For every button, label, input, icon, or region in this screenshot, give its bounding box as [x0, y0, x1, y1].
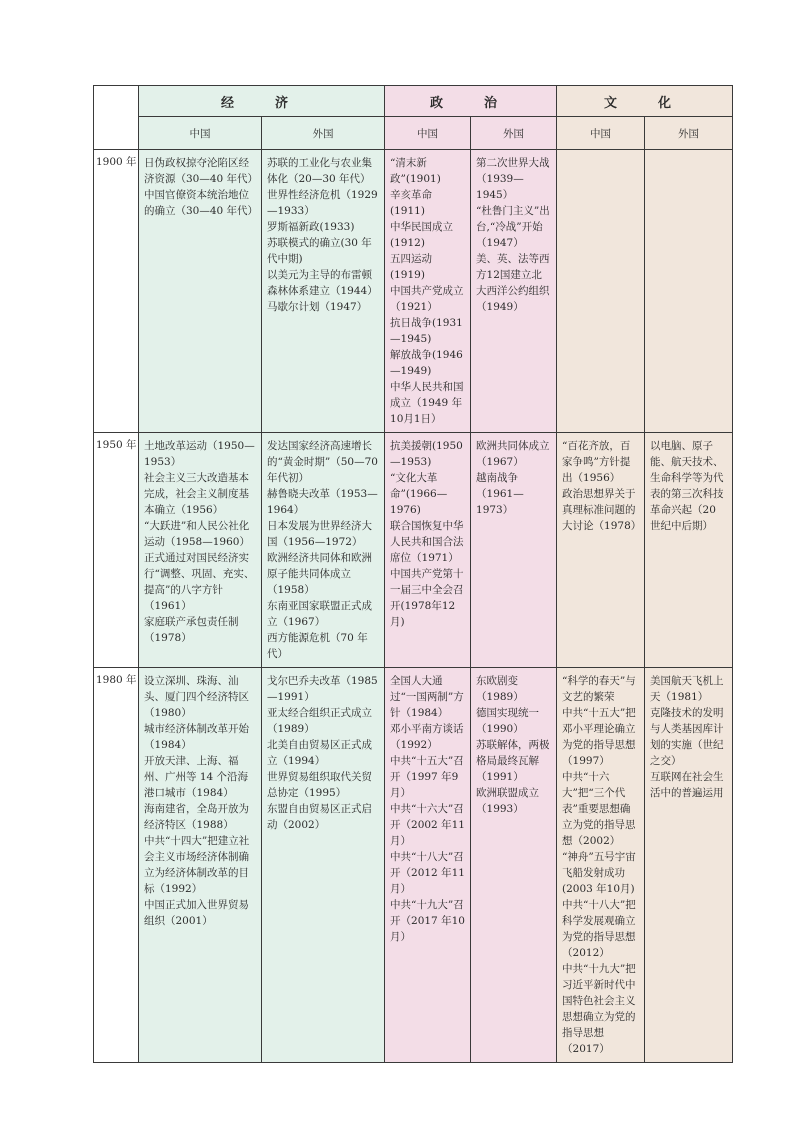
- event-entry: 德国实现统一（1990）: [476, 707, 540, 735]
- event-entry: 东南亚国家联盟正式成立（1967）: [267, 600, 372, 628]
- event-entry: 中共“十四大”把建立社会主义市场经济体制确立为经济体制改革的目标（1992）: [144, 835, 250, 895]
- event-entry: 中共“十九大”召开（2017 年10月）: [390, 899, 465, 943]
- event-entry: 正式通过对国民经济实行“调整、巩固、充实、提高”的八字方针（1961）: [144, 552, 255, 612]
- cell-pol-china: [385, 150, 471, 433]
- event-entry: 欧洲联盟成立（1993）: [476, 787, 540, 815]
- corner-cell: [94, 86, 139, 150]
- event-entry: “科学的春天”与文艺的繁荣: [562, 675, 636, 703]
- table-row: [94, 668, 733, 1063]
- event-entry: 以美元为主导的布雷顿森林体系建立（1944）: [267, 269, 378, 297]
- event-entry: 东盟自由贸易区正式启动（2002）: [267, 803, 372, 831]
- event-entry: 家庭联产承包责任制（1978）: [144, 616, 239, 644]
- event-entry: 欧洲经济共同体和欧洲原子能共同体成立（1958）: [267, 552, 372, 596]
- cell-econ-china: [139, 150, 262, 433]
- event-entry: “神舟”五号宇宙飞船发射成功(2003 年10月): [562, 851, 636, 895]
- event-entry: 苏联的工业化与农业集体化（20—30 年代）: [267, 157, 372, 185]
- cell-cul-foreign: [645, 150, 733, 433]
- cell-cul-foreign: [645, 668, 733, 1063]
- event-entry: 中国官僚资本统治地位的确立（30—40 年代）: [144, 189, 259, 217]
- cell-cul-china: [557, 668, 645, 1063]
- year-label: 1950 年: [94, 433, 139, 668]
- event-entry: 赫鲁晓夫改革（1953—1964）: [267, 488, 378, 516]
- event-entry: 解放战争(1946—1949): [390, 349, 463, 377]
- event-entry: 中国共产党第十一届三中全会召开(1978年12月): [390, 568, 464, 628]
- event-entry: 中共“十六大”召开（2002 年11月）: [390, 803, 465, 847]
- event-entry: 邓小平南方谈话（1992）: [390, 723, 464, 751]
- event-entry: 中华人民共和国成立（1949 年10月1日）: [390, 381, 464, 425]
- event-entry: “清末新政”(1901): [390, 157, 441, 185]
- event-entry: 中国正式加入世界贸易组织（2001）: [144, 899, 249, 927]
- event-entry: 社会主义三大改造基本完成，社会主义制度基本确立（1956）: [144, 472, 249, 516]
- cell-econ-foreign: [262, 150, 385, 433]
- cell-pol-foreign: [471, 433, 557, 668]
- header-pol-china: 中国: [385, 117, 471, 150]
- event-entry: “百花齐放，百家争鸣”方针提出（1956）: [562, 440, 631, 484]
- header-cul-china: 中国: [557, 117, 645, 150]
- event-entry: 抗日战争(1931—1945): [390, 317, 463, 345]
- cell-cul-foreign: [645, 433, 733, 668]
- event-entry: 土地改革运动（1950—1953）: [144, 440, 255, 468]
- header-econ-foreign: 外国: [262, 117, 385, 150]
- header-economy: 经 济: [139, 86, 385, 117]
- header-cul-foreign: 外国: [645, 117, 733, 150]
- event-entry: 互联网在社会生活中的普遍运用: [650, 771, 724, 799]
- chronology-table: [93, 85, 733, 1063]
- event-entry: 世界性经济危机（1929—1933）: [267, 189, 378, 217]
- event-entry: 发达国家经济高速增长的“黄金时期”（50—70 年代初）: [267, 440, 378, 484]
- event-entry: 美国航天飞机上天（1981）: [650, 675, 724, 703]
- event-entry: 戈尔巴乔夫改革（1985—1991）: [267, 675, 378, 703]
- event-entry: 西方能源危机（70 年代）: [267, 632, 368, 660]
- event-entry: 中华民国成立(1912): [390, 221, 454, 249]
- event-entry: “大跃进”和人民公社化运动（1958—1960）: [144, 520, 250, 548]
- event-entry: 越南战争（1961—1973）: [476, 472, 524, 516]
- header-row-regions: [94, 117, 733, 150]
- cell-pol-foreign: [471, 668, 557, 1063]
- cell-pol-foreign: [471, 150, 557, 433]
- table-row: [94, 433, 733, 668]
- event-entry: 抗美援朝(1950—1953): [390, 440, 463, 468]
- event-entry: 中共“十九大”把习近平新时代中国特色社会主义思想确立为党的指导思想（2017）: [562, 963, 636, 1055]
- event-entry: 马歇尔计划（1947）: [267, 301, 368, 313]
- year-label: 1980 年: [94, 668, 139, 1063]
- event-entry: “杜鲁门主义”出台,“冷战”开始（1947）: [476, 205, 550, 249]
- event-entry: 中共“十五大”召开（1997 年9月）: [390, 755, 464, 799]
- event-entry: 美、英、法等西方12国建立北大西洋公约组织（1949）: [476, 253, 550, 313]
- event-entry: 克隆技术的发明与人类基因库计划的实施（世纪之交）: [650, 707, 724, 767]
- header-pol-foreign: 外国: [471, 117, 557, 150]
- event-entry: 联合国恢复中华人民共和国合法席位（1971）: [390, 520, 464, 564]
- table-row: [94, 150, 733, 433]
- event-entry: 罗斯福新政(1933): [267, 221, 355, 233]
- cell-cul-china: [557, 433, 645, 668]
- header-row-categories: [94, 86, 733, 117]
- event-entry: 日伪政权掠夺沦陷区经济资源（30—40 年代）: [144, 157, 259, 185]
- event-entry: 五四运动(1919): [390, 253, 433, 281]
- cell-pol-china: [385, 433, 471, 668]
- event-entry: 海南建省，全岛开放为经济特区（1988）: [144, 803, 249, 831]
- event-entry: 亚太经合组织正式成立（1989）: [267, 707, 372, 735]
- cell-pol-china: [385, 668, 471, 1063]
- event-entry: 开放天津、上海、福州、广州等 14 个沿海港口城市（1984）: [144, 755, 249, 799]
- event-entry: 日本发展为世界经济大国（1956—1972）: [267, 520, 372, 548]
- cell-econ-foreign: [262, 433, 385, 668]
- event-entry: 中共“十五大”把邓小平理论确立为党的指导思想（1997）: [562, 707, 636, 767]
- event-entry: 东欧剧变（1989）: [476, 675, 524, 703]
- event-entry: 城市经济体制改革开始（1984）: [144, 723, 249, 751]
- header-econ-china: 中国: [139, 117, 262, 150]
- cell-econ-foreign: [262, 668, 385, 1063]
- event-entry: 北美自由贸易区正式成立（1994）: [267, 739, 372, 767]
- header-politics: 政 治: [385, 86, 557, 117]
- year-label: 1900 年: [94, 150, 139, 433]
- event-entry: 中共“十六大”把“三个代表”重要思想确立为党的指导思想（2002）: [562, 771, 636, 847]
- event-entry: 苏联解体，两极格局最终瓦解（1991）: [476, 739, 550, 783]
- event-entry: 中共“十八大”把科学发展观确立为党的指导思想（2012）: [562, 899, 636, 959]
- cell-econ-china: [139, 668, 262, 1063]
- event-entry: 辛亥革命(1911): [390, 189, 433, 217]
- header-culture: 文 化: [557, 86, 733, 117]
- event-entry: 苏联模式的确立(30 年代中期): [267, 237, 372, 265]
- event-entry: 全国人大通过“一国两制”方针（1984）: [390, 675, 464, 719]
- event-entry: 政治思想界关于真理标准问题的大讨论（1978）: [562, 488, 642, 532]
- cell-cul-china: [557, 150, 645, 433]
- event-entry: 设立深圳、珠海、汕头、厦门四个经济特区（1980）: [144, 675, 249, 719]
- event-entry: “文化大革命”(1966—1976): [390, 472, 448, 516]
- event-entry: 中共“十八大”召开（2012 年11月）: [390, 851, 465, 895]
- event-entry: 以电脑、原子能、航天技术、生命科学等为代表的第三次科技革命兴起（20 世纪中后期）: [650, 440, 724, 532]
- cell-econ-china: [139, 433, 262, 668]
- event-entry: 欧洲共同体成立（1967）: [476, 440, 550, 468]
- event-entry: 世界贸易组织取代关贸总协定（1995）: [267, 771, 372, 799]
- event-entry: 第二次世界大战（1939—1945）: [476, 157, 550, 201]
- event-entry: 中国共产党成立（1921）: [390, 285, 464, 313]
